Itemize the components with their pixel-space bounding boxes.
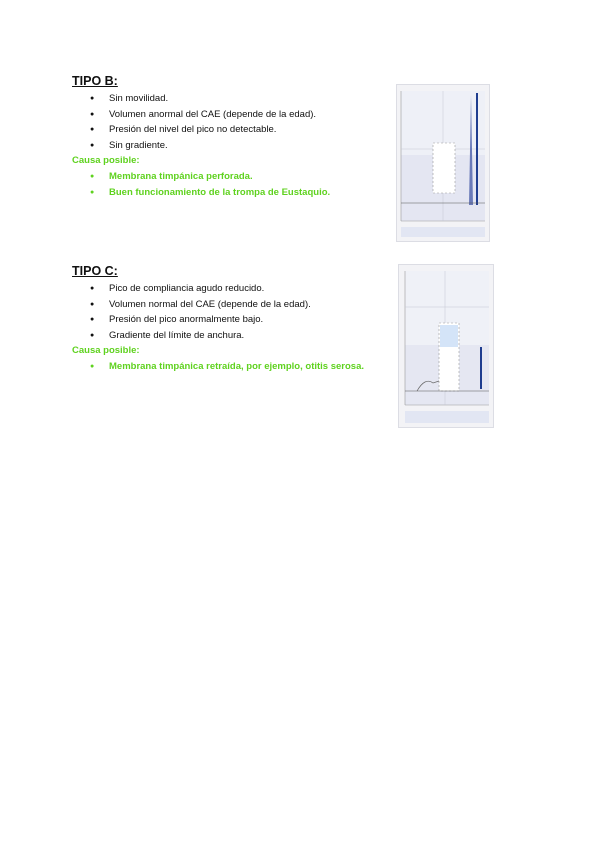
causes-list	[72, 359, 372, 376]
list-item: ● Sin movilidad.	[72, 91, 372, 107]
cause-label: Causa posible:	[72, 345, 140, 357]
characteristics-list	[72, 281, 372, 343]
section-title: TIPO C:	[72, 264, 118, 278]
cause-label: Causa posible:	[72, 155, 140, 167]
list-item: ● Volumen anormal del CAE (depende de la edad).	[72, 107, 372, 123]
list-item: ● Volumen normal del CAE (depende de la edad).	[72, 297, 372, 313]
list-item: ● Sin gradiente.	[72, 138, 372, 154]
section-tipo-c	[72, 264, 372, 375]
list-item: ● Membrana timpánica perforada.	[72, 169, 372, 186]
list-item: ● Gradiente del límite de anchura.	[72, 328, 372, 344]
list-item: ● Presión del pico anormalmente bajo.	[72, 312, 372, 328]
list-item: ● Membrana timpánica retraída, por ejemplo, otitis serosa.	[72, 359, 372, 376]
causes-list	[72, 169, 372, 202]
list-item: ● Buen funcionamiento de la trompa de Eustaquio.	[72, 185, 372, 202]
tympanogram-graphic	[399, 265, 493, 427]
section-title: TIPO B:	[72, 74, 118, 88]
section-tipo-b	[72, 74, 372, 202]
list-item: ● Pico de compliancia agudo reducido.	[72, 281, 372, 297]
tympanogram-image-b	[396, 84, 490, 242]
list-item: ● Presión del nivel del pico no detectable.	[72, 122, 372, 138]
tympanogram-graphic	[397, 85, 489, 241]
characteristics-list	[72, 91, 372, 153]
tympanogram-image-c	[398, 264, 494, 428]
